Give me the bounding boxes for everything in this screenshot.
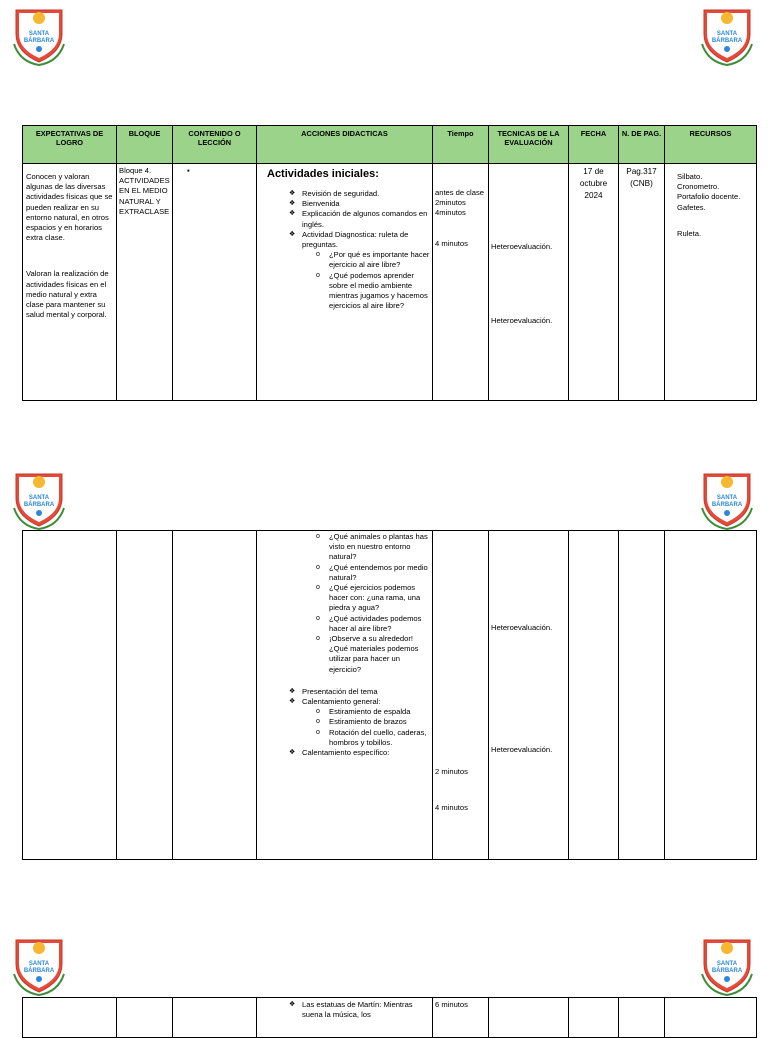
svg-text:SANTA: SANTA [716,495,738,501]
list-item: ❖ Explicación de algunos comandos en inglés. [259,209,430,229]
pag-cell: Pag.317 (CNB) [619,164,665,401]
school-logo [698,934,756,996]
lesson-plan-table-continued-2 [22,997,757,1038]
pag-cell [619,531,665,860]
svg-text:BÁRBARA: BÁRBARA [23,38,55,44]
list-subitem: o Estiramiento de espalda [259,707,430,717]
list-item: ❖ Revisión de seguridad. [259,189,430,199]
svg-text:SANTA: SANTA [28,961,50,967]
svg-text:SANTA: SANTA [716,31,738,37]
acciones-list [259,532,430,758]
svg-text:BÁRBARA: BÁRBARA [23,968,55,974]
school-crest-icon [698,934,756,996]
acciones-cell [257,164,433,401]
school-logo [698,468,756,530]
svg-text:SANTA: SANTA [716,961,738,967]
list-item: ❖ Calentamiento específico: [259,748,430,758]
list-item: ❖ Calentamiento general: [259,697,430,707]
recurso-item: Silbato. [677,172,703,181]
recursos-cell [665,998,757,1038]
expectativas-cell [23,998,117,1038]
list-subitem: o ¡Observe a su alrededor! ¿Qué materiales podemos utilizar para hacer un ejercicio? [259,634,430,675]
school-crest-icon [10,4,68,66]
school-crest-icon [698,4,756,66]
lesson-plan-table [22,125,757,401]
list-item: ❖ Bienvenida [259,199,430,209]
tiempo-cell [433,164,489,401]
bullet: ▪ [187,166,190,175]
list-subitem: o ¿Por qué es importante hacer ejercicio al aire libre? [259,250,430,270]
list-subitem: o ¿Qué ejercicios podemos hacer con: ¿una rama, una piedra y agua? [259,583,430,614]
recurso-item: Portafolio docente. [677,192,741,202]
fecha-cell: 17 de octubre 2024 [569,164,619,401]
school-crest-icon [10,934,68,996]
school-logo [10,934,68,996]
school-logo [10,4,68,66]
list-subitem: o ¿Qué animales o plantas has visto en nuestro entorno natural? [259,532,430,563]
acciones-title: Actividades iniciales: [267,168,379,180]
recursos-cell [665,164,757,401]
header-expectativas: EXPECTATIVAS DE LOGRO [23,126,117,164]
acciones-list [259,189,430,311]
list-subitem: o ¿Qué podemos aprender sobre el medio ambiente mientras jugamos y hacemos ejercicios al aire libre? [259,271,430,312]
header-bloque: BLOQUE [117,126,173,164]
svg-text:BÁRBARA: BÁRBARA [23,502,55,508]
list-item: ❖ Presentación del tema [259,687,430,697]
lesson-plan-table-continued [22,530,757,860]
expectativas-cell [23,531,117,860]
contenido-cell [173,164,257,401]
tecnicas-cell [489,164,569,401]
contenido-cell [173,531,257,860]
recursos-cell [665,531,757,860]
table-row [23,998,757,1038]
list-subitem: o ¿Qué entendemos por medio natural? [259,563,430,583]
fecha-cell [569,531,619,860]
expectativas-cell [23,164,117,401]
header-tecnicas: TECNICAS DE LA EVALUACIÓN [489,126,569,164]
bloque-cell: Bloque 4. ACTIVIDADES EN EL MEDIO NATURAL Y EXTRACLASE [117,164,173,401]
list-subitem: o ¿Qué actividades podemos hacer al aire libre? [259,614,430,634]
tiempo-value: 2 minutos [435,767,468,776]
school-crest-icon [698,468,756,530]
list-item: ❖ Actividad Diagnostica: ruleta de preguntas. [259,230,430,250]
acciones-cell [257,998,433,1038]
expectativa-text: Valoran la realización de actividades físicas en el medio natural y extra clase para mantener su salud mental y corporal. [26,269,109,320]
svg-text:SANTA: SANTA [28,31,50,37]
recurso-item: Gafetes. [677,202,706,212]
tecnica-value: Heteroevaluación. [491,316,553,326]
recurso-item: Cronometro. [677,182,720,192]
header-fecha: FECHA [569,126,619,164]
recurso-item: Ruleta. [677,228,702,238]
fecha-cell [569,998,619,1038]
table-row [23,531,757,860]
tecnicas-cell [489,531,569,860]
tecnica-value: Heteroevaluación. [491,623,553,632]
tiempo-cell: 6 minutos [433,998,489,1038]
table-row [23,164,757,401]
svg-text:BÁRBARA: BÁRBARA [711,968,743,974]
tecnica-value: Heteroevaluación. [491,242,553,251]
header-tiempo: Tiempo [433,126,489,164]
tiempo-value: 4 minutos [435,238,468,248]
list-item: ❖ Las estatuas de Martín: Mientras suena la música, los [259,1000,430,1020]
bloque-cell [117,998,173,1038]
school-logo [10,468,68,530]
tecnica-value: Heteroevaluación. [491,745,553,755]
bloque-cell [117,531,173,860]
acciones-list [259,1000,430,1020]
list-subitem: o Estiramiento de brazos [259,717,430,727]
expectativa-text: Conocen y valoran algunas de las diversas actividades físicas que se pueden realizar en su entorno natural, en otros espacios y en horarios extra clase. [26,172,113,243]
header-pag: N. DE PAG. [619,126,665,164]
header-acciones: ACCIONES DIDACTICAS [257,126,433,164]
tiempo-cell [433,531,489,860]
list-subitem: o Rotación del cuello, caderas, hombros y tobillos. [259,728,430,748]
svg-text:SANTA: SANTA [28,495,50,501]
table-header-row [23,126,757,164]
contenido-cell [173,998,257,1038]
pag-cell [619,998,665,1038]
header-contenido: CONTENIDO O LECCIÓN [173,126,257,164]
tiempo-value: antes de clase [435,188,484,197]
header-recursos: RECURSOS [665,126,757,164]
acciones-cell [257,531,433,860]
tiempo-value: 4 minutos [435,803,468,813]
svg-text:BÁRBARA: BÁRBARA [711,502,743,508]
school-crest-icon [10,468,68,530]
tecnicas-cell [489,998,569,1038]
school-logo [698,4,756,66]
tiempo-value: 2minutos [435,198,466,208]
svg-text:BÁRBARA: BÁRBARA [711,38,743,44]
tiempo-value: 4minutos [435,208,466,218]
